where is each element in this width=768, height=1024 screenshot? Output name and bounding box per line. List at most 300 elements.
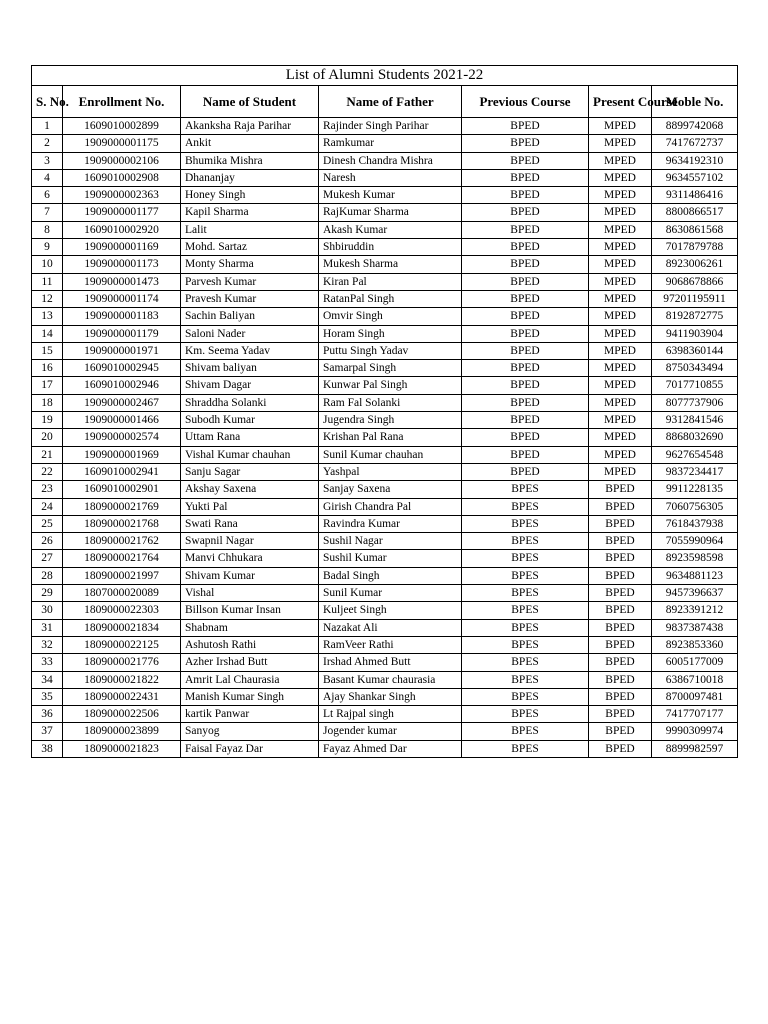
cell-father: Dinesh Chandra Mishra xyxy=(319,152,462,169)
cell-enrollment: 1809000021823 xyxy=(63,740,181,757)
table-row xyxy=(32,585,738,602)
cell-student: Faisal Fayaz Dar xyxy=(181,740,319,757)
cell-sno: 14 xyxy=(32,325,63,342)
cell-student: Subodh Kumar xyxy=(181,412,319,429)
cell-present-course: MPED xyxy=(589,221,652,238)
cell-enrollment: 1809000021769 xyxy=(63,498,181,515)
cell-sno: 13 xyxy=(32,308,63,325)
cell-previous-course: BPED xyxy=(462,342,589,359)
table-row xyxy=(32,377,738,394)
cell-sno: 3 xyxy=(32,152,63,169)
cell-previous-course: BPES xyxy=(462,740,589,757)
cell-previous-course: BPED xyxy=(462,135,589,152)
cell-sno: 37 xyxy=(32,723,63,740)
cell-mobile: 8192872775 xyxy=(652,308,738,325)
cell-enrollment: 1909000001174 xyxy=(63,290,181,307)
cell-sno: 34 xyxy=(32,671,63,688)
cell-previous-course: BPED xyxy=(462,204,589,221)
cell-father: Naresh xyxy=(319,169,462,186)
cell-present-course: BPED xyxy=(589,706,652,723)
cell-student: Ashutosh Rathi xyxy=(181,636,319,653)
cell-father: Fayaz Ahmed Dar xyxy=(319,740,462,757)
cell-student: Shivam Kumar xyxy=(181,567,319,584)
cell-student: Billson Kumar Insan xyxy=(181,602,319,619)
cell-father: Kiran Pal xyxy=(319,273,462,290)
cell-father: Ramkumar xyxy=(319,135,462,152)
cell-student: Lalit xyxy=(181,221,319,238)
table-row xyxy=(32,412,738,429)
cell-enrollment: 1809000022125 xyxy=(63,636,181,653)
cell-father: Ram Fal Solanki xyxy=(319,394,462,411)
cell-student: Uttam Rana xyxy=(181,429,319,446)
cell-father: Mukesh Kumar xyxy=(319,187,462,204)
cell-sno: 30 xyxy=(32,602,63,619)
cell-previous-course: BPES xyxy=(462,619,589,636)
cell-enrollment: 1909000001179 xyxy=(63,325,181,342)
cell-enrollment: 1609010002946 xyxy=(63,377,181,394)
cell-father: Basant Kumar chaurasia xyxy=(319,671,462,688)
cell-mobile: 7017710855 xyxy=(652,377,738,394)
cell-student: Ankit xyxy=(181,135,319,152)
cell-present-course: BPED xyxy=(589,654,652,671)
cell-mobile: 8923853360 xyxy=(652,636,738,653)
cell-sno: 24 xyxy=(32,498,63,515)
cell-present-course: BPED xyxy=(589,498,652,515)
cell-student: Parvesh Kumar xyxy=(181,273,319,290)
cell-enrollment: 1809000021776 xyxy=(63,654,181,671)
header-sno: S. No. xyxy=(32,86,63,118)
cell-present-course: MPED xyxy=(589,308,652,325)
cell-enrollment: 1909000001173 xyxy=(63,256,181,273)
table-row xyxy=(32,550,738,567)
cell-previous-course: BPED xyxy=(462,256,589,273)
cell-father: Nazakat Ali xyxy=(319,619,462,636)
cell-enrollment: 1809000023899 xyxy=(63,723,181,740)
table-row xyxy=(32,342,738,359)
header-row xyxy=(32,86,738,118)
cell-student: Manish Kumar Singh xyxy=(181,688,319,705)
cell-previous-course: BPED xyxy=(462,394,589,411)
cell-mobile: 8923598598 xyxy=(652,550,738,567)
cell-student: Vishal xyxy=(181,585,319,602)
cell-sno: 33 xyxy=(32,654,63,671)
cell-enrollment: 1909000001971 xyxy=(63,342,181,359)
cell-enrollment: 1609010002941 xyxy=(63,463,181,480)
cell-mobile: 9411903904 xyxy=(652,325,738,342)
cell-present-course: BPED xyxy=(589,481,652,498)
cell-previous-course: BPES xyxy=(462,585,589,602)
header-present-course: Present Course xyxy=(589,86,652,118)
cell-mobile: 8077737906 xyxy=(652,394,738,411)
cell-father: Ravindra Kumar xyxy=(319,515,462,532)
cell-father: Lt Rajpal singh xyxy=(319,706,462,723)
cell-sno: 8 xyxy=(32,221,63,238)
header-student: Name of Student xyxy=(181,86,319,118)
cell-mobile: 9837234417 xyxy=(652,463,738,480)
cell-student: Manvi Chhukara xyxy=(181,550,319,567)
cell-previous-course: BPES xyxy=(462,706,589,723)
table-row xyxy=(32,152,738,169)
cell-father: Girish Chandra Pal xyxy=(319,498,462,515)
cell-previous-course: BPED xyxy=(462,308,589,325)
cell-sno: 12 xyxy=(32,290,63,307)
table-row xyxy=(32,654,738,671)
cell-mobile: 6386710018 xyxy=(652,671,738,688)
title-row xyxy=(32,66,738,86)
cell-enrollment: 1809000022303 xyxy=(63,602,181,619)
cell-present-course: MPED xyxy=(589,446,652,463)
alumni-sheet xyxy=(31,65,737,758)
cell-present-course: BPED xyxy=(589,636,652,653)
cell-previous-course: BPED xyxy=(462,221,589,238)
table-row xyxy=(32,169,738,186)
cell-sno: 26 xyxy=(32,533,63,550)
cell-sno: 11 xyxy=(32,273,63,290)
table-row xyxy=(32,290,738,307)
header-enrollment: Enrollment No. xyxy=(63,86,181,118)
cell-present-course: MPED xyxy=(589,256,652,273)
cell-mobile: 9837387438 xyxy=(652,619,738,636)
cell-mobile: 8923391212 xyxy=(652,602,738,619)
cell-sno: 7 xyxy=(32,204,63,221)
cell-present-course: BPED xyxy=(589,723,652,740)
cell-previous-course: BPES xyxy=(462,498,589,515)
cell-sno: 9 xyxy=(32,239,63,256)
cell-previous-course: BPED xyxy=(462,429,589,446)
cell-present-course: MPED xyxy=(589,135,652,152)
header-mobile: Moble No. xyxy=(652,86,738,118)
cell-previous-course: BPED xyxy=(462,239,589,256)
cell-father: Sanjay Saxena xyxy=(319,481,462,498)
table-row xyxy=(32,706,738,723)
cell-present-course: MPED xyxy=(589,429,652,446)
table-row xyxy=(32,463,738,480)
cell-present-course: MPED xyxy=(589,290,652,307)
cell-mobile: 8899742068 xyxy=(652,118,738,135)
cell-mobile: 97201195911 xyxy=(652,290,738,307)
table-row xyxy=(32,533,738,550)
cell-father: Shbiruddin xyxy=(319,239,462,256)
cell-present-course: MPED xyxy=(589,273,652,290)
cell-enrollment: 1609010002901 xyxy=(63,481,181,498)
cell-sno: 22 xyxy=(32,463,63,480)
cell-sno: 6 xyxy=(32,187,63,204)
cell-previous-course: BPED xyxy=(462,152,589,169)
table-row xyxy=(32,619,738,636)
cell-student: Shivam baliyan xyxy=(181,360,319,377)
cell-mobile: 7417707177 xyxy=(652,706,738,723)
cell-father: Sushil Kumar xyxy=(319,550,462,567)
cell-enrollment: 1809000021768 xyxy=(63,515,181,532)
cell-father: Yashpal xyxy=(319,463,462,480)
cell-father: Puttu Singh Yadav xyxy=(319,342,462,359)
header-father: Name of Father xyxy=(319,86,462,118)
cell-present-course: MPED xyxy=(589,325,652,342)
cell-previous-course: BPED xyxy=(462,290,589,307)
cell-present-course: MPED xyxy=(589,187,652,204)
cell-sno: 32 xyxy=(32,636,63,653)
cell-present-course: BPED xyxy=(589,619,652,636)
cell-mobile: 9990309974 xyxy=(652,723,738,740)
cell-present-course: MPED xyxy=(589,204,652,221)
table-row xyxy=(32,446,738,463)
cell-student: Shivam Dagar xyxy=(181,377,319,394)
cell-father: Horam Singh xyxy=(319,325,462,342)
cell-student: Yukti Pal xyxy=(181,498,319,515)
table-row xyxy=(32,118,738,135)
cell-sno: 17 xyxy=(32,377,63,394)
cell-father: Omvir Singh xyxy=(319,308,462,325)
cell-student: Sanyog xyxy=(181,723,319,740)
cell-sno: 35 xyxy=(32,688,63,705)
cell-mobile: 9634881123 xyxy=(652,567,738,584)
cell-father: Jogender kumar xyxy=(319,723,462,740)
cell-student: Pravesh Kumar xyxy=(181,290,319,307)
cell-sno: 31 xyxy=(32,619,63,636)
cell-student: Vishal Kumar chauhan xyxy=(181,446,319,463)
cell-student: Sachin Baliyan xyxy=(181,308,319,325)
cell-present-course: BPED xyxy=(589,671,652,688)
cell-student: Swati Rana xyxy=(181,515,319,532)
cell-present-course: BPED xyxy=(589,602,652,619)
cell-sno: 4 xyxy=(32,169,63,186)
cell-mobile: 9312841546 xyxy=(652,412,738,429)
table-row xyxy=(32,187,738,204)
cell-sno: 29 xyxy=(32,585,63,602)
cell-present-course: BPED xyxy=(589,515,652,532)
table-row xyxy=(32,308,738,325)
cell-enrollment: 1809000021997 xyxy=(63,567,181,584)
cell-previous-course: BPES xyxy=(462,654,589,671)
cell-father: Irshad Ahmed Butt xyxy=(319,654,462,671)
table-row xyxy=(32,567,738,584)
cell-sno: 18 xyxy=(32,394,63,411)
cell-previous-course: BPED xyxy=(462,325,589,342)
table-row xyxy=(32,688,738,705)
cell-present-course: BPED xyxy=(589,585,652,602)
cell-father: RamVeer Rathi xyxy=(319,636,462,653)
table-row xyxy=(32,740,738,757)
cell-previous-course: BPES xyxy=(462,636,589,653)
table-row xyxy=(32,636,738,653)
cell-student: Mohd. Sartaz xyxy=(181,239,319,256)
cell-student: Saloni Nader xyxy=(181,325,319,342)
cell-enrollment: 1609010002945 xyxy=(63,360,181,377)
cell-sno: 25 xyxy=(32,515,63,532)
cell-enrollment: 1909000001969 xyxy=(63,446,181,463)
cell-present-course: MPED xyxy=(589,118,652,135)
cell-enrollment: 1809000021762 xyxy=(63,533,181,550)
cell-mobile: 6005177009 xyxy=(652,654,738,671)
alumni-table xyxy=(31,65,738,758)
cell-present-course: MPED xyxy=(589,152,652,169)
table-row xyxy=(32,239,738,256)
cell-sno: 10 xyxy=(32,256,63,273)
cell-sno: 16 xyxy=(32,360,63,377)
cell-present-course: MPED xyxy=(589,342,652,359)
cell-student: Dhananjay xyxy=(181,169,319,186)
cell-previous-course: BPES xyxy=(462,602,589,619)
cell-present-course: MPED xyxy=(589,360,652,377)
cell-mobile: 8923006261 xyxy=(652,256,738,273)
cell-student: Azher Irshad Butt xyxy=(181,654,319,671)
table-row xyxy=(32,360,738,377)
cell-previous-course: BPED xyxy=(462,273,589,290)
cell-student: Shabnam xyxy=(181,619,319,636)
cell-previous-course: BPES xyxy=(462,671,589,688)
table-title: List of Alumni Students 2021-22 xyxy=(32,66,738,86)
cell-previous-course: BPES xyxy=(462,688,589,705)
cell-student: Amrit Lal Chaurasia xyxy=(181,671,319,688)
cell-mobile: 7055990964 xyxy=(652,533,738,550)
table-row xyxy=(32,221,738,238)
cell-mobile: 9634557102 xyxy=(652,169,738,186)
cell-enrollment: 1909000001175 xyxy=(63,135,181,152)
cell-present-course: BPED xyxy=(589,567,652,584)
cell-previous-course: BPES xyxy=(462,481,589,498)
cell-father: Kunwar Pal Singh xyxy=(319,377,462,394)
table-row xyxy=(32,325,738,342)
cell-sno: 23 xyxy=(32,481,63,498)
cell-sno: 21 xyxy=(32,446,63,463)
cell-mobile: 8750343494 xyxy=(652,360,738,377)
cell-previous-course: BPED xyxy=(462,118,589,135)
table-row xyxy=(32,498,738,515)
cell-father: Badal Singh xyxy=(319,567,462,584)
cell-previous-course: BPED xyxy=(462,169,589,186)
cell-mobile: 7618437938 xyxy=(652,515,738,532)
table-row xyxy=(32,481,738,498)
cell-student: Shraddha Solanki xyxy=(181,394,319,411)
cell-student: Honey Singh xyxy=(181,187,319,204)
cell-previous-course: BPES xyxy=(462,723,589,740)
cell-father: Akash Kumar xyxy=(319,221,462,238)
cell-mobile: 8899982597 xyxy=(652,740,738,757)
cell-student: Sanju Sagar xyxy=(181,463,319,480)
table-row xyxy=(32,135,738,152)
cell-previous-course: BPED xyxy=(462,187,589,204)
cell-father: Sunil Kumar xyxy=(319,585,462,602)
cell-present-course: MPED xyxy=(589,463,652,480)
cell-enrollment: 1809000022431 xyxy=(63,688,181,705)
cell-previous-course: BPES xyxy=(462,515,589,532)
cell-enrollment: 1809000021822 xyxy=(63,671,181,688)
cell-student: Bhumika Mishra xyxy=(181,152,319,169)
cell-mobile: 8800866517 xyxy=(652,204,738,221)
cell-sno: 27 xyxy=(32,550,63,567)
cell-sno: 15 xyxy=(32,342,63,359)
cell-enrollment: 1909000001169 xyxy=(63,239,181,256)
cell-mobile: 9634192310 xyxy=(652,152,738,169)
cell-present-course: BPED xyxy=(589,688,652,705)
cell-student: Km. Seema Yadav xyxy=(181,342,319,359)
cell-student: Akshay Saxena xyxy=(181,481,319,498)
table-row xyxy=(32,671,738,688)
cell-present-course: MPED xyxy=(589,239,652,256)
cell-present-course: MPED xyxy=(589,377,652,394)
cell-student: Akanksha Raja Parihar xyxy=(181,118,319,135)
cell-student: Swapnil Nagar xyxy=(181,533,319,550)
cell-mobile: 9627654548 xyxy=(652,446,738,463)
table-row xyxy=(32,602,738,619)
cell-previous-course: BPED xyxy=(462,446,589,463)
cell-mobile: 8630861568 xyxy=(652,221,738,238)
cell-father: Sushil Nagar xyxy=(319,533,462,550)
table-row xyxy=(32,429,738,446)
cell-enrollment: 1909000001473 xyxy=(63,273,181,290)
cell-student: kartik Panwar xyxy=(181,706,319,723)
cell-sno: 36 xyxy=(32,706,63,723)
cell-sno: 38 xyxy=(32,740,63,757)
cell-sno: 28 xyxy=(32,567,63,584)
table-row xyxy=(32,394,738,411)
cell-previous-course: BPES xyxy=(462,533,589,550)
cell-previous-course: BPED xyxy=(462,360,589,377)
cell-mobile: 8868032690 xyxy=(652,429,738,446)
cell-mobile: 8700097481 xyxy=(652,688,738,705)
cell-enrollment: 1807000020089 xyxy=(63,585,181,602)
cell-sno: 20 xyxy=(32,429,63,446)
cell-enrollment: 1909000001466 xyxy=(63,412,181,429)
cell-present-course: MPED xyxy=(589,169,652,186)
cell-mobile: 9068678866 xyxy=(652,273,738,290)
cell-father: Samarpal Singh xyxy=(319,360,462,377)
cell-previous-course: BPED xyxy=(462,412,589,429)
cell-enrollment: 1809000022506 xyxy=(63,706,181,723)
cell-enrollment: 1909000001177 xyxy=(63,204,181,221)
header-previous-course: Previous Course xyxy=(462,86,589,118)
cell-enrollment: 1809000021834 xyxy=(63,619,181,636)
cell-enrollment: 1909000001183 xyxy=(63,308,181,325)
cell-father: Ajay Shankar Singh xyxy=(319,688,462,705)
cell-mobile: 7060756305 xyxy=(652,498,738,515)
cell-sno: 2 xyxy=(32,135,63,152)
table-row xyxy=(32,723,738,740)
cell-enrollment: 1909000002467 xyxy=(63,394,181,411)
cell-previous-course: BPES xyxy=(462,550,589,567)
cell-present-course: BPED xyxy=(589,550,652,567)
cell-father: Sunil Kumar chauhan xyxy=(319,446,462,463)
cell-father: Krishan Pal Rana xyxy=(319,429,462,446)
cell-sno: 19 xyxy=(32,412,63,429)
cell-enrollment: 1909000002106 xyxy=(63,152,181,169)
cell-enrollment: 1809000021764 xyxy=(63,550,181,567)
cell-father: RajKumar Sharma xyxy=(319,204,462,221)
table-body xyxy=(32,118,738,758)
cell-previous-course: BPED xyxy=(462,463,589,480)
cell-mobile: 9911228135 xyxy=(652,481,738,498)
cell-enrollment: 1609010002899 xyxy=(63,118,181,135)
cell-enrollment: 1909000002574 xyxy=(63,429,181,446)
cell-mobile: 9311486416 xyxy=(652,187,738,204)
cell-mobile: 7017879788 xyxy=(652,239,738,256)
cell-present-course: MPED xyxy=(589,412,652,429)
cell-enrollment: 1909000002363 xyxy=(63,187,181,204)
cell-father: Rajinder Singh Parihar xyxy=(319,118,462,135)
cell-sno: 1 xyxy=(32,118,63,135)
table-row xyxy=(32,273,738,290)
cell-father: Mukesh Sharma xyxy=(319,256,462,273)
cell-mobile: 7417672737 xyxy=(652,135,738,152)
cell-mobile: 9457396637 xyxy=(652,585,738,602)
table-row xyxy=(32,515,738,532)
cell-father: Kuljeet Singh xyxy=(319,602,462,619)
cell-previous-course: BPED xyxy=(462,377,589,394)
cell-student: Kapil Sharma xyxy=(181,204,319,221)
cell-mobile: 6398360144 xyxy=(652,342,738,359)
cell-father: RatanPal Singh xyxy=(319,290,462,307)
cell-enrollment: 1609010002908 xyxy=(63,169,181,186)
